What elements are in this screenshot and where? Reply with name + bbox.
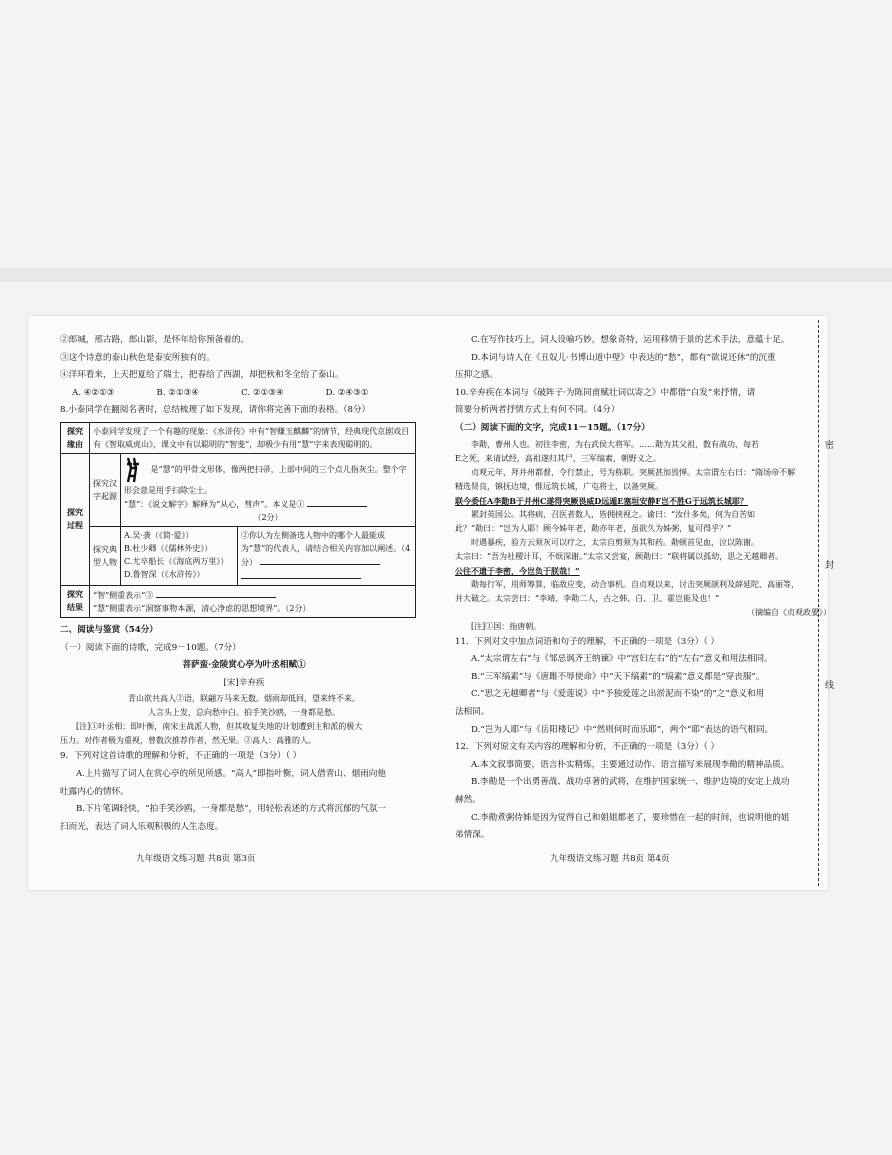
- answer-blank-3[interactable]: [156, 588, 276, 598]
- table-subhead: 探究典型人物: [90, 526, 121, 585]
- scan-artifact-band: [0, 268, 892, 282]
- list-item: D.鲁智深（《水浒传》）: [124, 569, 205, 579]
- table-cell: [238, 526, 416, 585]
- question-11: 11．下列对文中加点词语和句子的理解，不正确的一项是（3分）（ ）: [455, 636, 720, 647]
- part-heading: （一）阅读下面的诗歌，完成9－10题。（7分）: [60, 642, 241, 653]
- option-c-cont: 法相同。: [455, 706, 490, 717]
- choice-b: B. ②①③④: [156, 387, 200, 398]
- people-list: [121, 526, 238, 585]
- q8-table: [60, 422, 416, 618]
- poem-note: 压力。对作者极为重视，曾数次推荐作者，然无果。②高人：高雅的人。: [60, 736, 316, 746]
- table-row-head: 探究缘由: [61, 422, 90, 453]
- option-a: A.“太宗谓左右”与《邹忌讽齐王纳谏》中“宫妇左右”的“左右”意义和用法相同。: [471, 654, 773, 665]
- list-item: B.杜少卿（《儒林外史》）: [124, 543, 213, 553]
- choice-d: D. ②④③①: [325, 387, 369, 398]
- passage-line: 太宗曰：“吾为社稷计耳，不烦深谢。”太宗又尝宴，顾勣曰：“联将属以孤幼，思之无越卿者。: [455, 551, 784, 561]
- part-heading: （二）阅读下面的文字，完成11－15题。（17分）: [455, 422, 650, 433]
- table-cell: [90, 585, 416, 617]
- q8-stem: 8.小泰同学在翻阅名著时，总结梳理了如下发现，请你将完善下面的表格。（8分）: [60, 405, 371, 416]
- option-c-cont: 弟情深。: [455, 830, 490, 841]
- passage-line: 精选贤良，镇抚边境，惟远筑长城，广屯将士，以备突厥。: [455, 481, 663, 491]
- table-subhead: 探究汉字起源: [90, 453, 121, 526]
- question-12: 12．下列对原文有关内容的理解和分析，不正确的一项是（3分）（ ）: [455, 742, 720, 753]
- section-heading: 二、阅读与鉴赏（54分）: [60, 624, 158, 635]
- source-citation: （摘编自《贞观政要》）: [747, 607, 831, 617]
- option-b-cont: 扫而光，表达了词人乐观积极的人生态度。: [60, 821, 224, 832]
- option-d: D.“岂为人耶”与《岳阳楼记》中“然则何时而乐耶”，两个“耶”表达的语气相同。: [471, 724, 774, 735]
- binding-label: 密: [823, 440, 833, 449]
- poem-line: ③这个诗意的泰山秋色是泰安所独有的。: [60, 352, 215, 363]
- option-a: A.本文叙事简要，语言朴实精炼，主要通过动作、语言描写来展现李勣的精神品质。: [471, 759, 790, 770]
- q7-choices: [60, 385, 428, 403]
- option-d-cont: 压抑之感。: [455, 370, 498, 381]
- passage-note: [注]①国：指唐朝。: [471, 621, 542, 631]
- page-footer-left: 九年级语文练习题 共8页 第3页: [136, 854, 256, 864]
- passage-line: 时遇暴疾，验方云须灰可以疗之，太宗自剪须为其和药。勣顿首见血，泣以陈谢。: [471, 537, 759, 547]
- option-b: B.李勣是一个出勇善战、战功卓著的武将，在维护国家统一、维护边境的安定上战功: [471, 777, 790, 788]
- list-item: A.吴·袭（《简·爱》）: [124, 530, 194, 540]
- result-line-1: “智”侧重表示“③: [93, 590, 154, 600]
- option-c: C.在写作技巧上，词人设喻巧妙，想象奇特，运用移情于景的艺术手法，意蕴十足。: [471, 335, 790, 345]
- passage-underlined: 公往不遗于李密，今岂负于朕哉！”: [455, 565, 580, 576]
- passage-underlined: 联今委任A李勣B于并州C遂得突厥畏威D远遁E塞垣安静F岂不胜G于远筑长城耶？: [455, 495, 748, 506]
- option-b-cont: 赫然。: [455, 794, 481, 805]
- poem-line: ②郎城，邢古路，郎山影，是怀年给你预备着的。: [60, 335, 250, 345]
- table-row-head: 探究结果: [61, 585, 90, 617]
- choice-c: C. ②①③④: [241, 387, 284, 398]
- passage-line: 累封英国公。其将病，召医者数人，皆拥挟视之。谕曰：“汝什多矣，何为自苦如: [471, 509, 756, 519]
- table-cell: [121, 453, 416, 526]
- table-cell: 小泰同学发现了一个有趣的现象：《水浒传》中有“智赚玉麒麟”的情节，经典现代京剧戏目有《智取威虎山》，课文中有以聪明的“智斐”，却极少有用“慧”字来表现聪明的。: [90, 422, 416, 453]
- option-b: B.下片笔调轻快，“拍手笑沙鸥，一身都是愁”，用轻松表述的方式将沉郁的气氛一: [76, 804, 387, 815]
- list-item: C.尤卒船长（《海底两万里》）: [124, 556, 229, 566]
- poem-note: [注]①叶丞相：即叶衡，南宋主战派人物，但其收复失地的计划遭到主和派的极大: [76, 722, 363, 732]
- right-page: [455, 332, 831, 845]
- origin-question: “慧”：《说文解字》解释为“从心，彗声”。本义是①: [124, 499, 305, 509]
- passage-line: 此？”勣曰：“岂为人耶！顾今姊年老，勣亦年老，虽欲久为姊粥，复可得乎？”: [455, 523, 732, 533]
- question-2: ②你认为左侧备选人物中的哪个人最能成为“慧”的代表人，请结合相关内容加以阐述。（4分）: [241, 530, 411, 567]
- poem-title: 菩萨蛮·金陵赏心亭为叶丞相赋①: [182, 660, 306, 671]
- result-line-2: “慧”侧重表示“洞察事物本源，清心净虑的思想境界”。（2分）: [93, 603, 311, 613]
- table-row-head: 探究过程: [61, 453, 90, 585]
- passage-line: 并大破之。太宗尝曰：“李靖、李勣二人，古之韩、白、卫、霍岂能及也！”: [455, 593, 720, 603]
- left-page: [60, 332, 428, 836]
- page-footer-right: 九年级语文练习题 共8页 第4页: [550, 854, 670, 864]
- binding-label: 线: [823, 680, 833, 689]
- passage-line: 贞观元年，拜并州都督，令行禁止，号为称职。突厥甚加畏惮。太宗谓左右曰：“隋场帝不解: [471, 467, 796, 477]
- question-9: 9．下列对这首诗歌的理解和分析，不正确的一项是（3分）（ ）: [60, 751, 302, 762]
- binding-line: [818, 320, 820, 886]
- passage-line: 李勣，曹州人也。初往李密，为右武侯大将军。……勣为其父祖，数有战功，每若: [471, 439, 759, 449]
- question-10: 10.辛弃疾在本词与《破阵子·为陈同甫赋壮词以寄之》中都借“白发”来抒情，请: [455, 387, 756, 398]
- option-d: D.本词与诗人在《丑奴儿·书博山道中壁》中表达的“愁”，都有“欲说还休”的沉重: [471, 352, 776, 363]
- oracle-bone-glyph-row: [124, 456, 412, 497]
- score-1: （2分）: [253, 512, 283, 522]
- answer-line[interactable]: [241, 569, 361, 579]
- passage-line: E之死，来请试经，高祖遂归其尸，三军缟素，朝野义之。: [455, 453, 661, 463]
- answer-blank-1[interactable]: [307, 497, 367, 507]
- option-a-cont: 吐露内心的情怀。: [60, 786, 129, 797]
- option-c: C.李勣煮粥侍姊是因为觉得自己和姐姐都老了，要珍惜在一起的时间，也说明他的姐: [471, 812, 790, 823]
- exam-sheet: [28, 316, 831, 890]
- choice-a: A. ④②①③: [72, 387, 115, 398]
- glyph-explanation: 是“慧”的甲骨文形体，像两把扫帚，上部中间的三个点儿指灰尘。整个字形会意是用手扫除尘土。: [124, 464, 407, 495]
- answer-line[interactable]: [260, 555, 380, 565]
- option-c: C.“思之无越卿者”与《爱莲说》中“予独爱莲之出淤泥而不染”的“之”意义和用: [471, 689, 765, 700]
- question-10-cont: 简要分析两者抒情方式上有何不同。（4分）: [455, 405, 620, 416]
- option-b: B.“三军缟素”与《唐雎不辱使命》中“天下缟素”的“缟素”意义都是“穿丧服”。: [471, 671, 765, 682]
- poem-author: [宋]辛弃疾: [223, 677, 265, 688]
- binding-label: 封: [823, 560, 833, 569]
- poem-line: ④洋环看来，上天把夏给了瑞士，把春给了西湖，却把秋和冬全给了泰山。: [60, 370, 344, 381]
- option-a: A.上片描写了词人在赏心亭的所见所感。“高人”即指叶衡，词人借青山、烟雨向他: [76, 768, 386, 779]
- passage-line: 勣每行军，用师筹算，临敌应变，动合事机。自贞观以来，讨击突厥颉利及薛延陀、高丽等，: [471, 579, 799, 589]
- poem-verse: 青山欲共高人②语，联翩万马来无数。烟雨却低回，望来终不来。: [128, 694, 360, 704]
- oracle-bone-glyph-icon: [124, 456, 144, 484]
- poem-verse: 人言头上发，总向愁中白。拍手笑沙鸥，一身都是愁。: [148, 708, 340, 718]
